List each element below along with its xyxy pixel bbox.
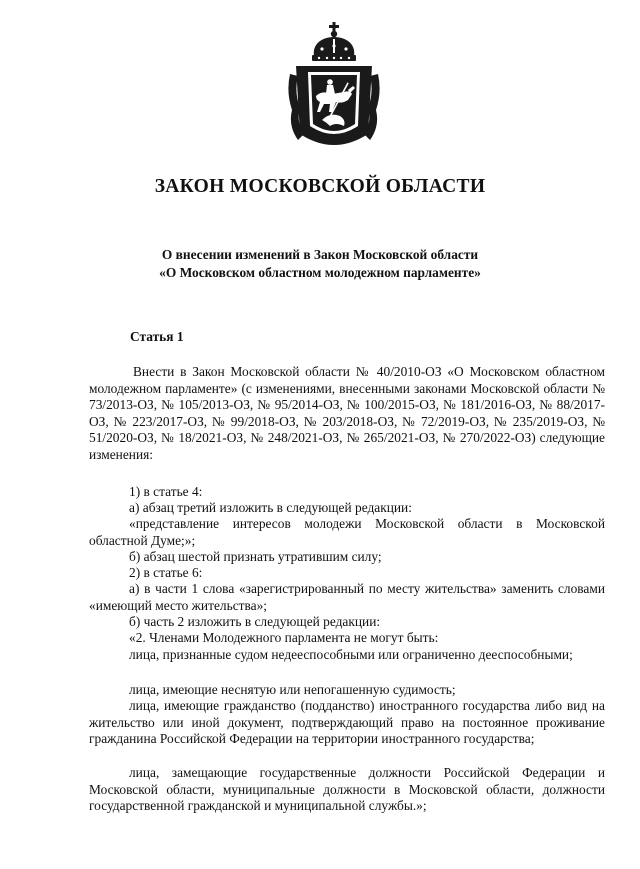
list-item: лица, признанные судом недееспособными или ограниченно дееспособными; bbox=[129, 647, 573, 662]
list-item: 2) в статье 6: bbox=[129, 565, 203, 580]
list-item: лица, замещающие государственные должности Российской Федерации и Московской области, муниципальные должности в Московской области, должности государственной гражданской и муниципальной службы.»; bbox=[89, 765, 605, 813]
list-item: лица, имеющие гражданство (подданство) иностранного государства либо вид на жительство или иной документ, подтверждающий право на постоянное проживание гражданина Российской Федерации на территории иностранного государства; bbox=[89, 698, 605, 746]
list-item: а) в части 1 слова «зарегистрированный по месту жительства» заменить словами «имеющий место жительства»; bbox=[89, 581, 605, 613]
list-item: б) часть 2 изложить в следующей редакции: bbox=[129, 614, 381, 629]
list-item: 1) в статье 4: bbox=[129, 484, 203, 499]
coat-of-arms-icon bbox=[286, 22, 382, 154]
list-item: а) абзац третий изложить в следующей редакции: bbox=[129, 500, 412, 515]
intro-paragraph: Внести в Закон Московской области № 40/2010-ОЗ «О Московском областном молодежном парламенте» (с изменениями, внесенными законами Московской области № 73/2013-ОЗ, № 105/2013-ОЗ, № 95/2014-ОЗ, № 100/2015-ОЗ, № 181/2016-ОЗ, № 88/2017-ОЗ, № 223/2017-ОЗ, № 99/2018-ОЗ, № 203/2018-ОЗ, № 72/2019-ОЗ, № 235/2019-ОЗ, № 51/2020-ОЗ, № 18/2021-ОЗ, № 248/2021-ОЗ, № 265/2021-ОЗ, № 270/2022-ОЗ) следующие изменения: bbox=[89, 364, 605, 462]
law-title: ЗАКОН МОСКОВСКОЙ ОБЛАСТИ bbox=[154, 176, 486, 197]
law-subtitle bbox=[0, 246, 640, 282]
list-item: «2. Членами Молодежного парламента не могут быть: bbox=[129, 630, 439, 645]
list-item: б) абзац шестой признать утратившим силу; bbox=[129, 549, 382, 564]
list-item: «представление интересов молодежи Московской области в Московской областной Думе;»; bbox=[89, 516, 605, 548]
subtitle-line-1: О внесении изменений в Закон Московской области bbox=[161, 247, 479, 262]
list-item: лица, имеющие неснятую или непогашенную судимость; bbox=[129, 682, 456, 697]
subtitle-line-2: «О Московском областном молодежном парламенте» bbox=[159, 265, 481, 280]
article-heading: Статья 1 bbox=[130, 329, 184, 344]
